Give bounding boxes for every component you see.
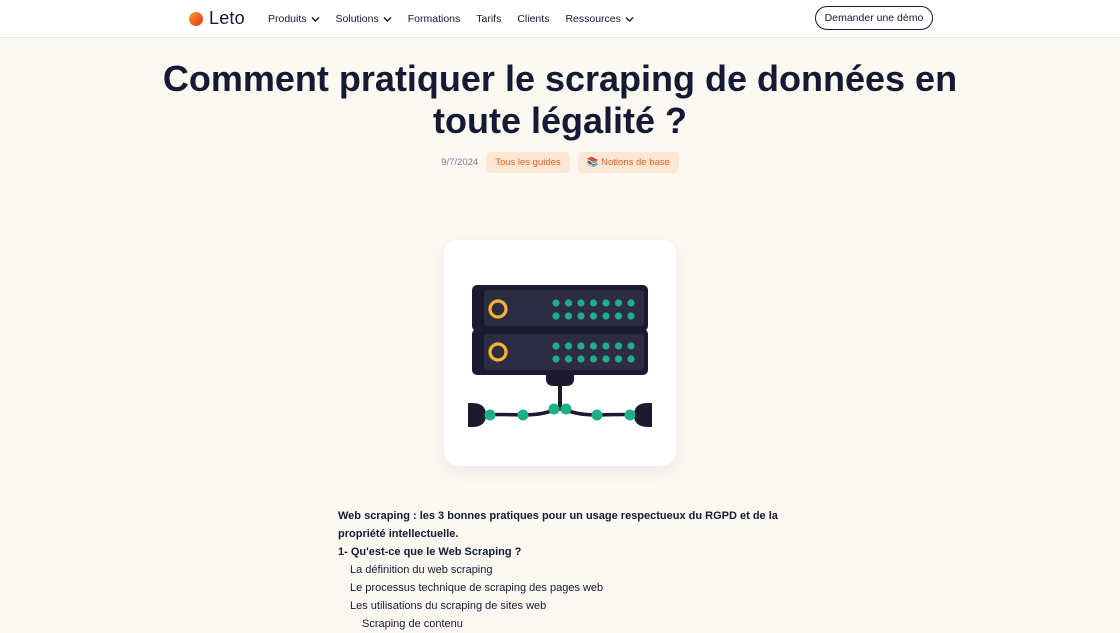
- nav-item-clients[interactable]: [517, 13, 549, 25]
- toc-item[interactable]: Web scraping : les 3 bonnes pratiques pour un usage respectueux du RGPD et de la propriété intellectuelle.: [338, 510, 778, 540]
- nav-label: Clients: [517, 13, 550, 25]
- server-led-icon: [577, 312, 584, 319]
- logo-icon: [189, 12, 203, 26]
- server-led-icon: [615, 355, 622, 362]
- nav-label: Formations: [407, 13, 461, 25]
- server-led-icon: [602, 355, 609, 362]
- logo-text: Leto: [209, 8, 245, 28]
- server-led-icon: [602, 312, 609, 319]
- server-led-icon: [590, 342, 597, 349]
- server-led-icon: [590, 355, 597, 362]
- server-led-icon: [602, 299, 609, 306]
- server-led-icon: [552, 312, 559, 319]
- server-led-icon: [577, 342, 584, 349]
- server-led-icon: [577, 299, 584, 306]
- server-led-icon: [565, 299, 572, 306]
- nav-label: Ressources: [565, 13, 621, 25]
- server-led-icon: [577, 355, 584, 362]
- server-led-icon: [552, 342, 559, 349]
- toc-item[interactable]: Scraping de contenu: [362, 618, 463, 630]
- nav-label: Tarifs: [476, 13, 502, 25]
- main-nav: [268, 13, 650, 25]
- tag-all-guides[interactable]: Tous les guides: [486, 152, 569, 173]
- server-led-icon: [590, 299, 597, 306]
- server-led-icon: [627, 312, 634, 319]
- server-led-icon: [602, 342, 609, 349]
- server-led-icon: [590, 312, 597, 319]
- server-network-icon: [444, 240, 676, 466]
- nav-item-produits[interactable]: [268, 13, 320, 25]
- server-led-icon: [552, 299, 559, 306]
- server-led-icon: [615, 342, 622, 349]
- server-led-icon: [615, 299, 622, 306]
- server-led-icon: [627, 342, 634, 349]
- article-illustration: [444, 240, 676, 466]
- toc-item[interactable]: Les utilisations du scraping de sites web: [350, 600, 547, 612]
- toc-item[interactable]: Le processus technique de scraping des pages web: [350, 582, 604, 594]
- nav-item-ressources[interactable]: [565, 13, 633, 25]
- server-led-icon: [565, 342, 572, 349]
- nav-item-solutions[interactable]: [336, 13, 392, 25]
- toc-item[interactable]: 1- Qu'est-ce que le Web Scraping ?: [338, 546, 522, 558]
- nav-item-tarifs[interactable]: [476, 13, 501, 25]
- server-led-icon: [565, 312, 572, 319]
- request-demo-button[interactable]: Demander une démo: [815, 6, 933, 30]
- chevron-down-icon: [625, 15, 634, 24]
- server-led-icon: [565, 355, 572, 362]
- toc-item[interactable]: La définition du web scraping: [350, 564, 493, 576]
- table-of-contents: [338, 507, 788, 633]
- server-led-icon: [552, 355, 559, 362]
- server-led-icon: [627, 355, 634, 362]
- publish-date: 9/7/2024: [441, 157, 479, 168]
- article-meta: [0, 152, 1120, 173]
- logo[interactable]: [189, 8, 245, 29]
- server-led-icon: [615, 312, 622, 319]
- server-led-icon: [627, 299, 634, 306]
- chevron-down-icon: [383, 15, 392, 24]
- nav-label: Solutions: [335, 13, 379, 25]
- chevron-down-icon: [311, 15, 320, 24]
- nav-label: Produits: [268, 13, 307, 25]
- nav-item-formations[interactable]: [408, 13, 461, 25]
- page-title: Comment pratiquer le scraping de données en toute légalité ?: [162, 58, 958, 141]
- tag-basics[interactable]: 📚 Notions de base: [578, 152, 679, 173]
- top-navbar: [0, 0, 1120, 38]
